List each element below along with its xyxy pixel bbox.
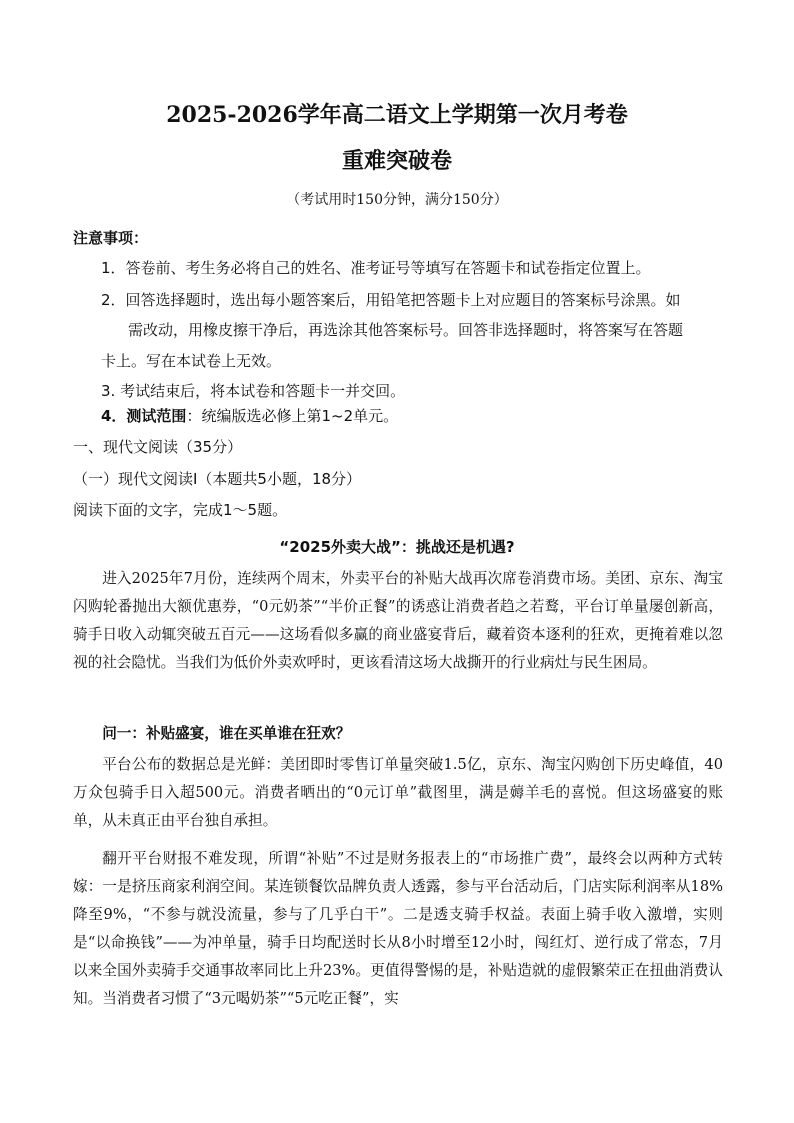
section-1-instruction: 阅读下面的文字，完成1～5题。 [73, 501, 288, 519]
article-title: “2025外卖大战”：挑战还是机遇? [279, 538, 515, 556]
exam-time-info: （考试用时150分钟，满分150分） [286, 192, 508, 208]
notice-item-1: 1．答卷前、考生务必将自己的姓名、准考证号等填写在答题卡和试卷指定位置上。 [101, 259, 651, 277]
notice-item-2-line-1: 2．回答选择题时，选出每小题答案后，用铅笔把答题卡上对应题目的答案标号涂黑。如 [101, 291, 681, 309]
notice-item-4-label: 4．测试范围 [101, 407, 187, 425]
article-paragraph-3: 翻开平台财报不难发现，所谓“补贴”不过是财务报表上的“市场推广费”，最终会以两种方式转嫁：一是挤压商家利润空间。某连锁餐饮品牌负责人透露，参与平台活动后，门店实际利润率从18%降至9%，“不参与就没流量，参与了几乎白干”。二是透支骑手权益。表面上骑手收入激增，实则是“以命换钱”——为冲单量，骑手日均配送时长从8小时增至12小时，闯红灯、逆行成了常态，7月以来全国外卖骑手交通事故率同比上升23%。更值得警惕的是，补贴造就的虚假繁荣正在扭曲消费认知。当消费者习惯了“3元喝奶茶”“5元吃正餐”，实 [73, 850, 723, 1007]
notice-item-2-line-2: 需改动，用橡皮擦干净后，再选涂其他答案标号。回答非选择题时，将答案写在答题 [128, 321, 684, 339]
article-question-1: 问一：补贴盛宴，谁在买单谁在狂欢？ [102, 725, 351, 742]
notice-item-4 [101, 406, 398, 426]
exam-subtitle: 重难突破卷 [341, 148, 452, 174]
notice-heading: 注意事项： [73, 229, 149, 247]
notice-item-4-text: ：统编版选必修上第1~2单元。 [186, 407, 399, 425]
article-paragraph-2: 平台公布的数据总是光鲜：美团即时零售订单量突破1.5亿，京东、淘宝闪购创下历史峰值，40万众包骑手日入超500元。消费者晒出的“0元订单”截图里，满是薅羊毛的喜悦。但这场盛宴的账单，从未真正由平台独自承担。 [73, 756, 723, 829]
notice-item-3: 3. 考试结束后，将本试卷和答题卡一并交回。 [101, 382, 406, 400]
section-1-heading: 一、现代文阅读（35分） [73, 438, 243, 456]
article-paragraph-1: 进入2025年7月份，连续两个周末，外卖平台的补贴大战再次席卷消费市场。美团、京东、淘宝闪购轮番抛出大额优惠券，“0元奶茶”“半价正餐”的诱惑让消费者趋之若鹜，平台订单量屡创新高，骑手日收入动辄突破五百元——这场看似多赢的商业盛宴背后，藏着资本逐利的狂欢，更掩着难以忽视的社会隐忧。当我们为低价外卖欢呼时，更该看清这场大战撕开的行业病灶与民生困局。 [73, 570, 723, 671]
section-1-subheading: （一）现代文阅读Ⅰ（本题共5小题，18分） [73, 470, 362, 488]
exam-title: 2025-2026学年高二语文上学期第一次月考卷 [166, 102, 628, 128]
notice-item-2-line-3: 卡上。写在本试卷上无效。 [101, 352, 282, 370]
